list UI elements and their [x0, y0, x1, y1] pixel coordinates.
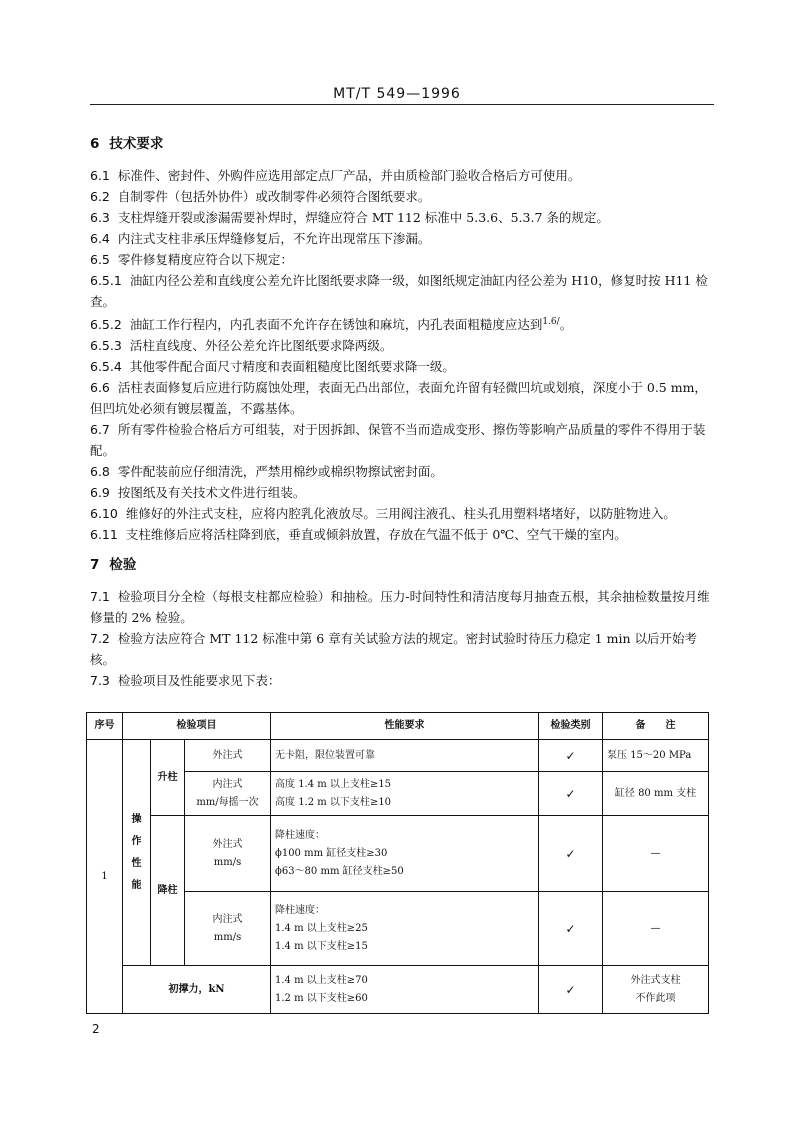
inspection-table: [86, 712, 709, 1014]
header-seq: 序号: [87, 713, 123, 740]
group-cell: [123, 740, 151, 966]
section-title: 检验: [109, 557, 137, 574]
req-line: 1.4 m 以上支柱≥70: [275, 974, 368, 986]
req-line: 降柱速度：: [275, 904, 326, 916]
clause-text: 标准件、密封件、外购件应选用部定点厂产品，并由质检部门验收合格后方可使用。: [117, 168, 581, 183]
clause-text: 零件修复精度应符合以下规定：: [117, 252, 293, 267]
sub-cell: 外注式: [185, 740, 271, 772]
sub-line: mm/每摇一次: [196, 796, 259, 808]
note-cell: —: [603, 892, 709, 966]
table-row: [87, 740, 709, 772]
page-number: 2: [92, 1022, 100, 1036]
clause-number: 7.3: [90, 673, 110, 689]
clause-period: 。: [559, 317, 573, 333]
clause-text: 活柱直线度、外径公差允许比图纸要求降两级。: [129, 338, 393, 354]
sub-cell: [185, 772, 271, 816]
table-header-row: [87, 713, 709, 740]
sub-cell: [185, 816, 271, 892]
clause-text: 按图纸及有关技术文件进行组装。: [117, 485, 306, 501]
req-line: ϕ100 mm 缸径支柱≥30: [275, 847, 388, 859]
clause-number: 6.5.1: [90, 273, 122, 288]
req-cell: 无卡阻，限位装置可靠: [271, 740, 539, 772]
clause-text: 支柱维修后应将活柱降到底，垂直或倾斜放置，存放在气温不低于 0℃、空气干燥的室内。: [125, 527, 627, 543]
req-cell: [271, 892, 539, 966]
clause-text: 油缸工作行程内，内孔表面不允许存在锈蚀和麻坑，内孔表面粗糙度应达到: [129, 317, 543, 333]
req-cell: [271, 772, 539, 816]
clause-text: 零件配装前应仔细清洗，严禁用棉纱或棉织物擦试密封面。: [117, 464, 443, 480]
clause-6-2: [90, 186, 714, 207]
note-line: 外注式支柱: [630, 974, 681, 986]
clause-text: 检验项目及性能要求见下表：: [117, 673, 281, 689]
header-type: 检验类别: [539, 713, 603, 740]
clause-6-9: [90, 482, 714, 503]
clause-text: 维修好的外注式支柱，应将内腔乳化液放尽。三用阀注液孔、柱头孔用塑料堵堵好，以防脏物进入。: [125, 506, 676, 522]
req-line: 高度 1.2 m 以下支柱≥10: [275, 796, 392, 808]
clause-6-4: [90, 228, 714, 249]
check-mark: ✓: [539, 966, 603, 1014]
roughness-symbol: 1.6/: [542, 317, 560, 327]
sub-cell: [185, 892, 271, 966]
sub-line: mm/s: [213, 856, 242, 868]
seq-cell: 1: [87, 740, 123, 1014]
header-req: 性能要求: [271, 713, 539, 740]
lower-cell: 降柱: [151, 816, 185, 966]
clause-7-1: [90, 586, 714, 628]
clause-6-8: [90, 461, 714, 482]
clause-number: 6.8: [90, 464, 110, 480]
header-note: 备 注: [603, 713, 709, 740]
clause-text: 检验项目分全检（每根支柱都应检验）和抽检。压力-时间特性和清洁度每月抽查五根，其余抽检数量按月维修量的 2% 检验。: [90, 589, 710, 626]
req-line: ϕ63～80 mm 缸径支柱≥50: [275, 865, 404, 877]
section-number: 6: [90, 136, 100, 152]
section-7-heading: [90, 555, 714, 576]
check-mark: ✓: [539, 740, 603, 772]
clause-6-1: [90, 165, 714, 186]
note-cell: 泵压 15～20 MPa: [603, 740, 709, 772]
note-cell: 缸径 80 mm 支柱: [603, 772, 709, 816]
clause-number: 7.2: [90, 631, 110, 647]
clause-number: 6.1: [90, 168, 110, 183]
check-mark: ✓: [539, 816, 603, 892]
clause-number: 6.5.4: [90, 359, 122, 375]
clause-6-5-1: [90, 270, 714, 312]
req-line: 1.2 m 以下支柱≥60: [275, 992, 368, 1004]
table-row: [87, 816, 709, 892]
clause-7-3: [90, 670, 714, 691]
req-line: 降柱速度：: [275, 829, 326, 841]
clause-7-2: [90, 628, 714, 670]
clause-6-5-2: [90, 312, 714, 335]
clause-number: 6.5: [90, 252, 110, 267]
clause-text: 所有零件检验合格后方可组装，对于因拆卸、保管不当而造成变形、擦伤等影响产品质量的零件不得用于装配。: [90, 422, 706, 459]
check-mark: ✓: [539, 892, 603, 966]
clause-text: 检验方法应符合 MT 112 标准中第 6 章有关试验方法的规定。密封试验时待压力稳定 1 min 以后开始考核。: [90, 631, 697, 668]
section-title: 技术要求: [109, 136, 164, 152]
clause-6-3: [90, 207, 714, 228]
clause-6-10: [90, 503, 714, 524]
clause-number: 6.2: [90, 189, 110, 204]
section-6-heading: [90, 134, 714, 155]
clause-6-6: [90, 377, 714, 419]
req-cell: [271, 816, 539, 892]
clause-number: 6.10: [90, 506, 118, 522]
req-cell: [271, 966, 539, 1014]
header-rule: [90, 104, 714, 105]
clause-6-11: [90, 524, 714, 545]
sub-line: 内注式: [212, 913, 243, 925]
sub-line: 外注式: [212, 838, 243, 850]
clause-number: 6.7: [90, 422, 110, 438]
clause-text: 内注式支柱非承压焊缝修复后，不允许出现常压下渗漏。: [117, 231, 431, 246]
sub-line: mm/s: [213, 931, 242, 943]
document-body: [90, 130, 714, 691]
clause-6-5-3: [90, 335, 714, 356]
note-line: 不作此项: [635, 992, 676, 1004]
note-cell: [603, 966, 709, 1014]
group-label: 操作性能: [131, 813, 142, 891]
section-number: 7: [90, 557, 100, 574]
req-line: 1.4 m 以上支柱≥25: [275, 922, 368, 934]
sub-line: 内注式: [212, 778, 243, 790]
lift-cell: 升柱: [151, 740, 185, 816]
clause-text: 支柱焊缝开裂或渗漏需要补焊时，焊缝应符合 MT 112 标准中 5.3.6、5.3.7 条的规定。: [117, 210, 609, 225]
req-line: 1.4 m 以下支柱≥15: [275, 940, 368, 952]
clause-number: 6.4: [90, 231, 110, 246]
clause-6-5-4: [90, 356, 714, 377]
clause-number: 6.6: [90, 380, 110, 396]
clause-6-7: [90, 419, 714, 461]
note-cell: —: [603, 816, 709, 892]
clause-6-5: [90, 249, 714, 270]
clause-text: 活柱表面修复后应进行防腐蚀处理，表面无凸出部位，表面允许留有轻微凹坑或划痕，深度小于 0.5 mm，但凹坑处必须有镀层覆盖，不露基体。: [90, 380, 707, 417]
clause-text: 自制零件（包括外协件）或改制零件必须符合图纸要求。: [117, 189, 431, 204]
sub-cell: 初撑力，kN: [123, 966, 271, 1014]
clause-number: 7.1: [90, 589, 110, 605]
clause-number: 6.5.2: [90, 317, 122, 333]
table-row: [87, 966, 709, 1014]
clause-number: 6.9: [90, 485, 110, 501]
document-header: MT/T 549—1996: [333, 86, 461, 102]
clause-number: 6.3: [90, 210, 110, 225]
clause-number: 6.11: [90, 527, 118, 543]
clause-text: 油缸内径公差和直线度公差允许比图纸要求降一级，如图纸规定油缸内径公差为 H10，修复时按 H11 检查。: [90, 273, 708, 309]
req-line: 高度 1.4 m 以上支柱≥15: [275, 778, 392, 790]
clause-text: 其他零件配合面尺寸精度和表面粗糙度比图纸要求降一级。: [129, 359, 455, 375]
clause-number: 6.5.3: [90, 338, 122, 354]
header-item: 检验项目: [123, 713, 271, 740]
check-mark: ✓: [539, 772, 603, 816]
